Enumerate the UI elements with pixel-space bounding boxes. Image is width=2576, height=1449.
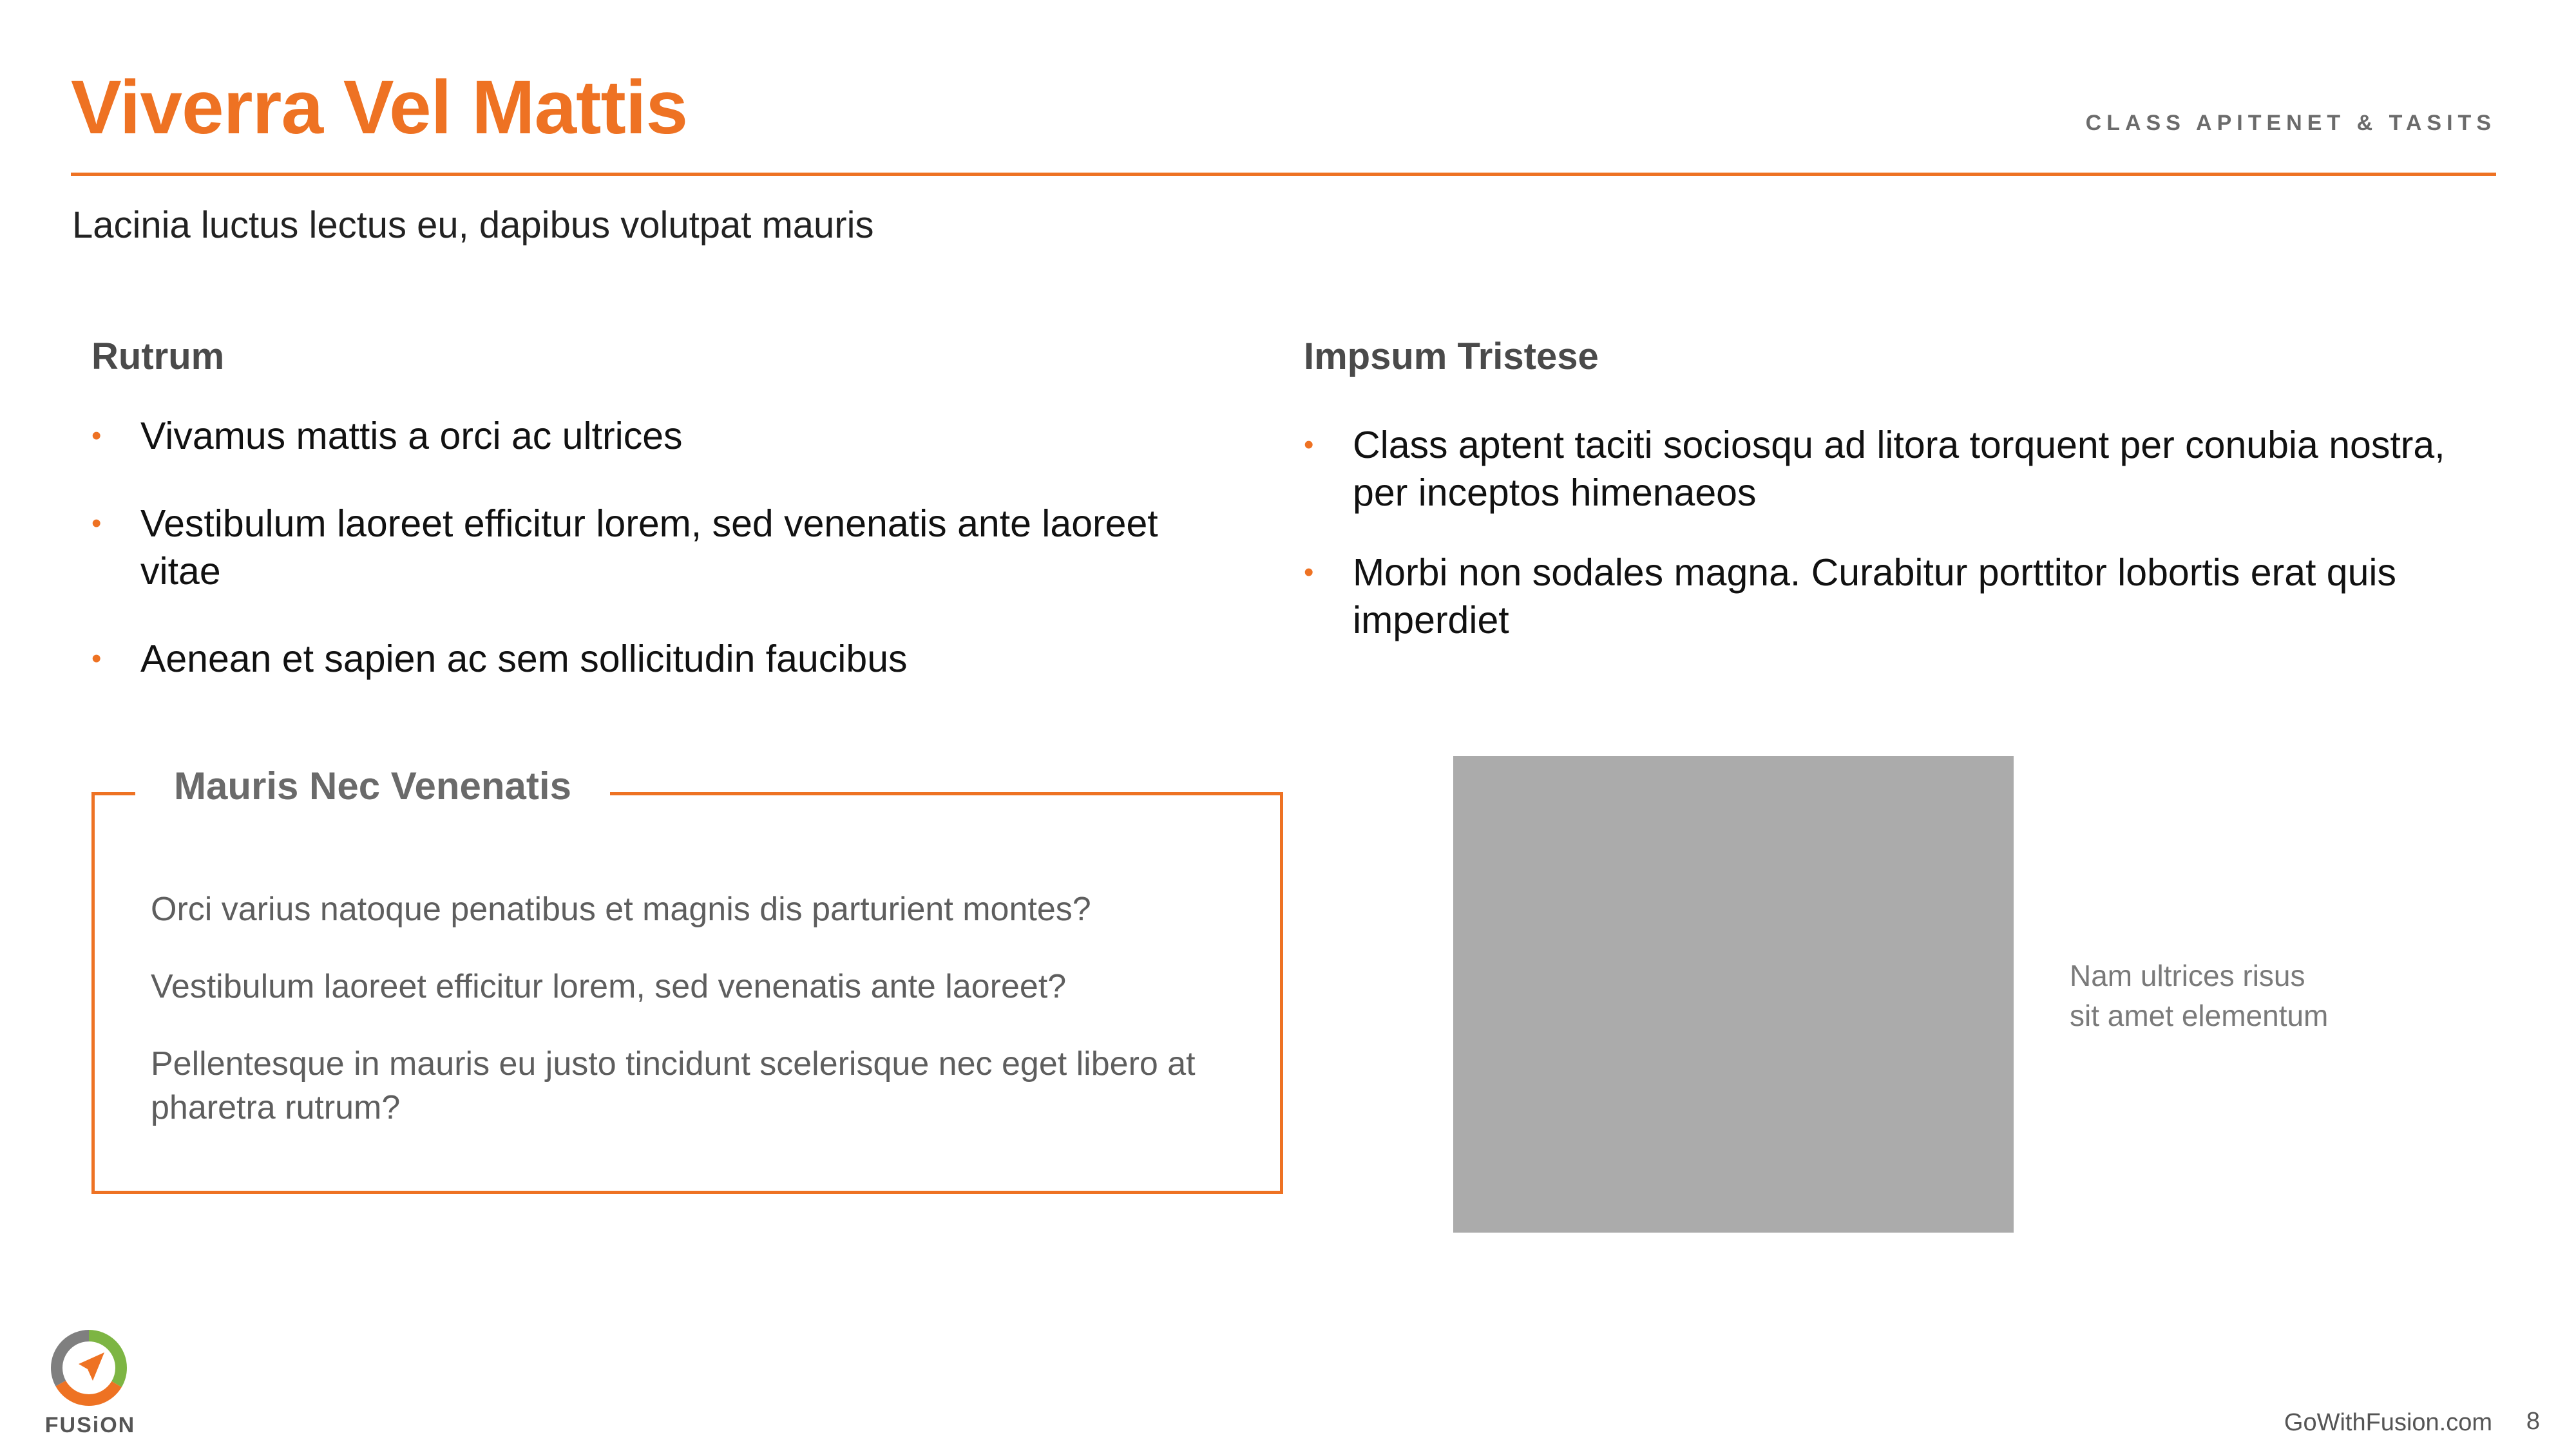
callout-question: Pellentesque in mauris eu justo tincidunt scelerisque nec eget libero at pharetra rutrum? <box>151 1045 1196 1126</box>
bullet-icon: • <box>91 643 102 674</box>
footer-website: GoWithFusion.com <box>2284 1409 2492 1436</box>
fusion-logo <box>39 1329 142 1445</box>
list-item <box>1304 549 2463 644</box>
right-column-heading: Impsum Tristese <box>1304 336 1599 377</box>
right-bullet-list <box>1304 421 2463 644</box>
caption-line: Nam ultrices risus <box>2070 959 2305 992</box>
list-item <box>91 635 1238 683</box>
bullet-icon: • <box>1304 429 1314 460</box>
callout-title: Mauris Nec Venenatis <box>135 764 610 808</box>
bullet-icon: • <box>91 420 102 451</box>
compass-logo-icon <box>50 1329 128 1406</box>
image-placeholder <box>1453 756 2014 1233</box>
bullet-icon: • <box>91 507 102 539</box>
bullet-text: Vivamus mattis a orci ac ultrices <box>140 415 683 457</box>
left-bullet-list <box>91 412 1238 683</box>
list-item <box>91 412 1238 460</box>
bullet-text: Class aptent taciti sociosqu ad litora torquent per conubia nostra, per inceptos himenaeos <box>1353 424 2445 514</box>
bullet-text: Aenean et sapien ac sem sollicitudin faucibus <box>140 638 908 680</box>
bullet-text: Morbi non sodales magna. Curabitur porttitor lobortis erat quis imperdiet <box>1353 551 2397 641</box>
section-kicker: CLASS APITENET & TASITS <box>2085 111 2496 135</box>
list-item <box>91 500 1238 595</box>
title-divider <box>71 173 2496 176</box>
caption-line: sit amet elementum <box>2070 999 2329 1032</box>
bullet-text: Vestibulum laoreet efficitur lorem, sed venenatis ante laoreet vitae <box>140 502 1158 592</box>
page-number: 8 <box>2526 1408 2540 1435</box>
callout-question: Vestibulum laoreet efficitur lorem, sed venenatis ante laoreet? <box>151 968 1067 1005</box>
slide-title: Viverra Vel Mattis <box>71 65 688 150</box>
callout-question: Orci varius natoque penatibus et magnis dis parturient montes? <box>151 891 1091 928</box>
left-column-heading: Rutrum <box>91 336 225 377</box>
logo-wordmark: FUSiON <box>44 1413 136 1437</box>
image-caption <box>2070 956 2392 1036</box>
bullet-icon: • <box>1304 556 1314 588</box>
list-item <box>1304 421 2463 516</box>
slide-subtitle: Lacinia luctus lectus eu, dapibus volutpat mauris <box>72 204 874 246</box>
